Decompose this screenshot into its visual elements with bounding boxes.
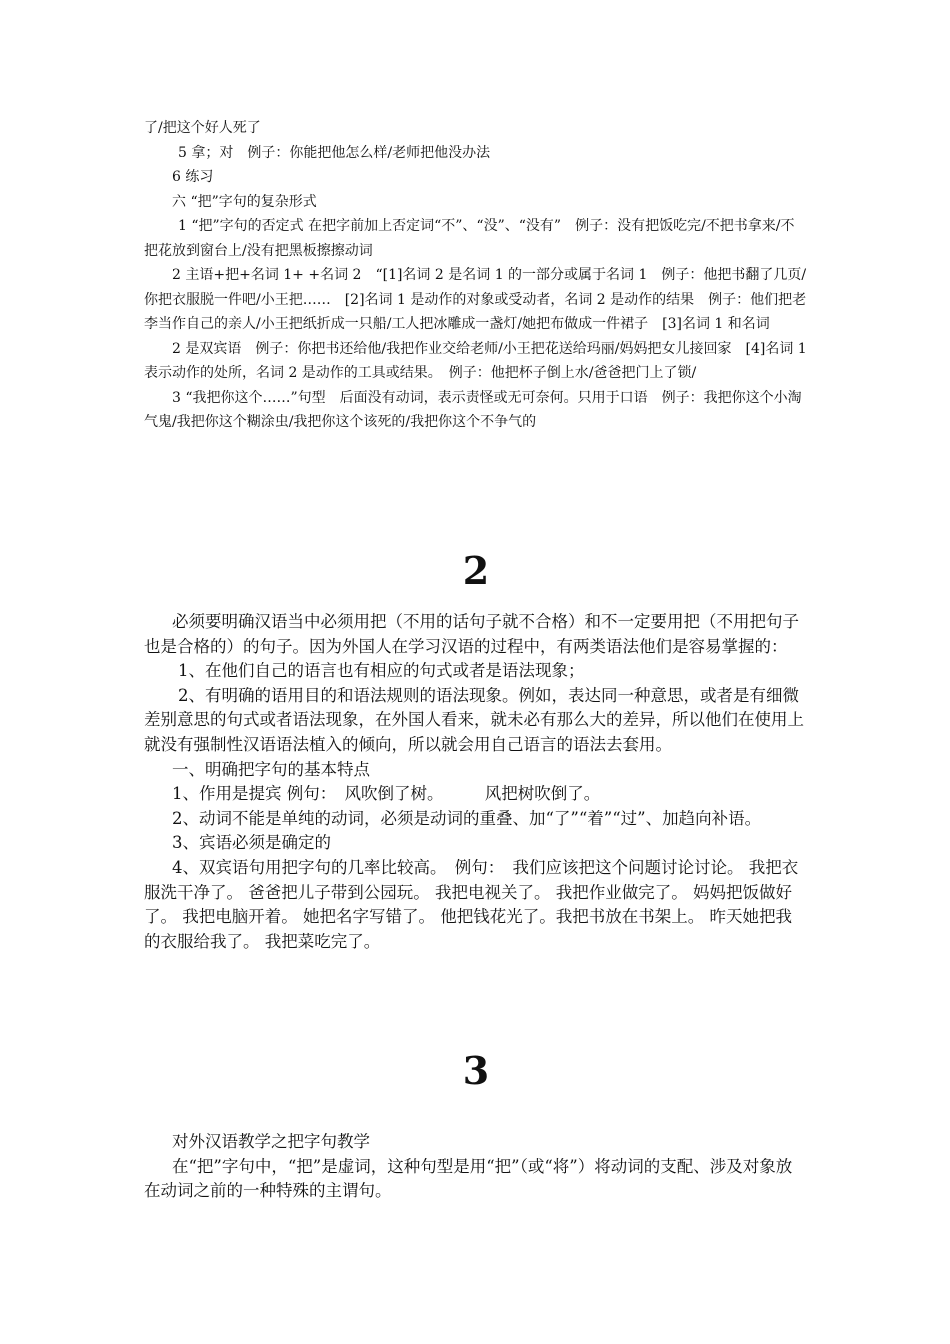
paragraph: 4、双宾语句用把字句的几率比较高。 例句： 我们应该把这个问题讨论讨论。 我把衣服洗干净了。 爸爸把儿子带到公园玩。 我把电视关了。 我把作业做完了。 妈妈把饭做好了。 我把电脑开着。 她把名字写错了。 他把钱花光了。我把书放在书架上。 昨天她把我的衣服给我了。 我把菜吃完了。 <box>144 857 799 951</box>
paragraph: 一、明确把字句的基本特点 <box>172 759 370 779</box>
section-ba-basic-features <box>144 610 808 954</box>
paragraph: 5 拿；对 例子：你能把他怎么样/老师把他没办法 <box>178 144 491 161</box>
paragraph: 了/把这个好人死了 <box>144 120 261 136</box>
paragraph: 1、作用是提宾 例句： 风吹倒了树。 风把树吹倒了。 <box>172 784 601 804</box>
paragraph: 3、宾语必须是确定的 <box>172 833 331 853</box>
section-ba-teaching <box>144 1130 808 1204</box>
paragraph: 1 “把”字句的否定式 在把字前加上否定词“不”、“没”、“没有” 例子：没有把饭吃完/不把书拿来/不把花放到窗台上/没有把黑板擦擦动词 <box>144 218 795 259</box>
paragraph: 2 主语+把+名词 1+ +名词 2 “[1]名词 2 是名词 1 的一部分或属于名词 1 例子：他把书翻了几页/你把衣服脱一件吧/小王把…… [2]名词 1 是动作的对象或受动者，名词 2 是动作的结果 例子：他们把老李当作自己的亲人/小王把纸折成一只船/工人把冰雕成一盏灯/她把布做成一件裙子 [3]名词 1 和名词 <box>144 267 807 332</box>
paragraph: 2、动词不能是单纯的动词，必须是动词的重叠、加“了”“着”“过”、加趋向补语。 <box>172 808 762 828</box>
paragraph: 2、有明确的语用目的和语法规则的语法现象。例如，表达同一种意思，或者是有细微差别意思的句式或者语法现象，在外国人看来，就未必有那么大的差异，所以他们在使用上就没有强制性汉语语法植入的倾向，所以就会用自己语言的语法去套用。 <box>144 685 804 754</box>
paragraph: 对外汉语教学之把字句教学 <box>172 1132 370 1151</box>
paragraph: 2 是双宾语 例子：你把书还给他/我把作业交给老师/小王把花送给玛丽/妈妈把女儿接回家 [4]名词 1 表示动作的处所，名词 2 是动作的工具或结果。 例子：他把杯子倒上水/爸爸把门上了锁/ <box>144 340 807 381</box>
paragraph: 在“把”字句中，“把”是虚词，这种句型是用“把”（或“将”）将动词的支配、涉及对象放在动词之前的一种特殊的主谓句。 <box>144 1156 793 1201</box>
paragraph: 6 练习 <box>172 169 214 185</box>
paragraph: 3 “我把你这个……”句型 后面没有动词，表示责怪或无可奈何。只用于口语 例子：我把你这个小淘气鬼/我把你这个糊涂虫/我把你这个该死的/我把你这个不争气的 <box>144 389 802 430</box>
paragraph: 必须要明确汉语当中必须用把（不用的话句子就不合格）和不一定要用把（不用把句子也是合格的）的句子。因为外国人在学习汉语的过程中，有两类语法他们是容易掌握的： <box>144 612 799 656</box>
paragraph: 六 “把”字句的复杂形式 <box>172 193 317 210</box>
paragraph: 1、在他们自己的语言也有相应的句式或者是语法现象； <box>178 661 585 681</box>
section-heading-3: 3 <box>462 1048 490 1093</box>
section-ba-complex-forms <box>144 116 808 435</box>
section-heading-2: 2 <box>462 548 490 593</box>
